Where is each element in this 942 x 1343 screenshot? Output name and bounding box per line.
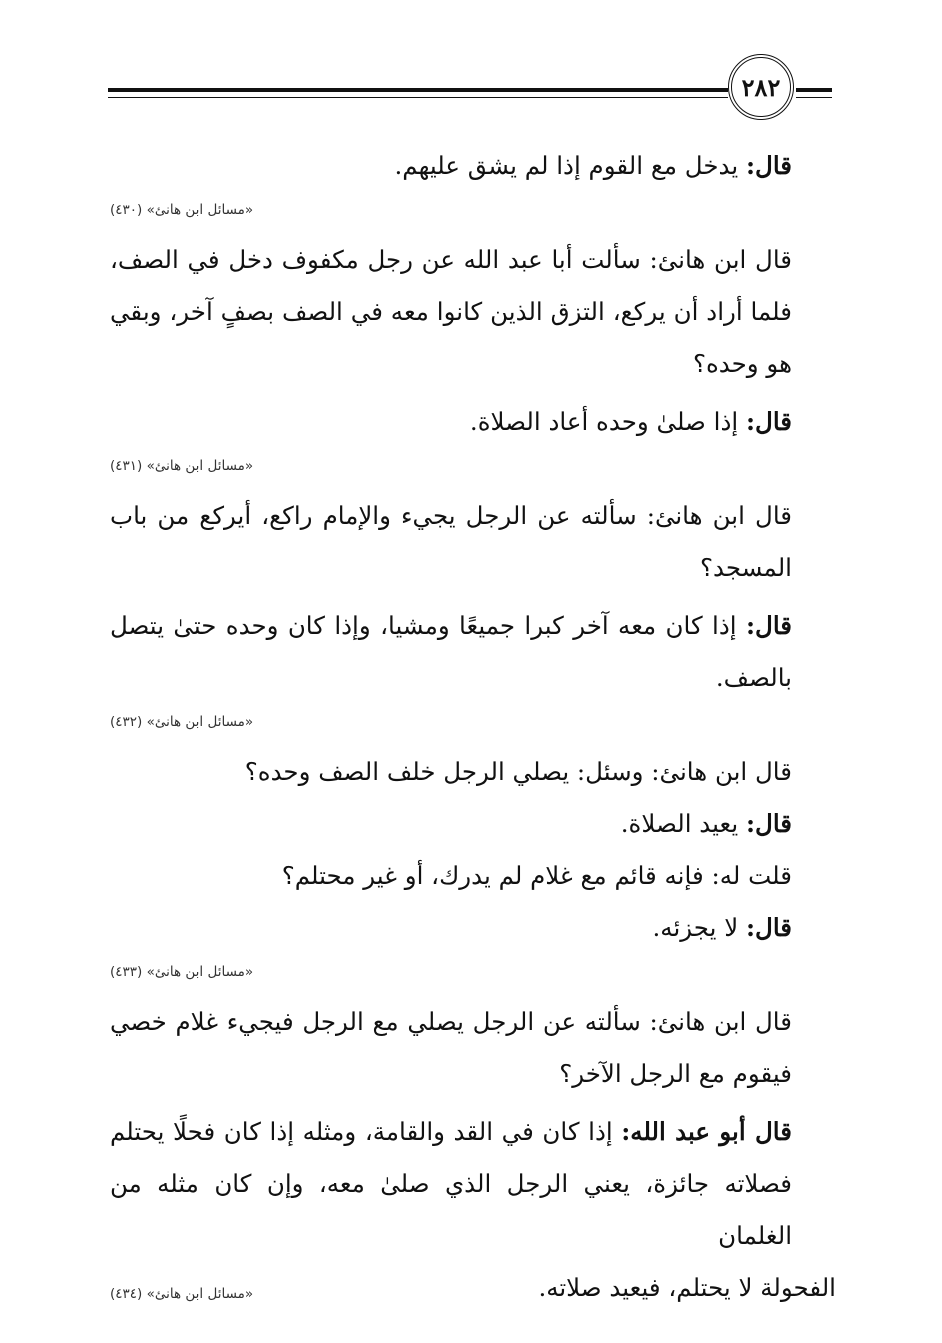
answer-paragraph	[110, 140, 836, 192]
question-paragraph: قال ابن هانئ: وسئل: يصلي الرجل خلف الصف وحده؟	[244, 757, 792, 786]
source-citation: «مسائل ابن هانئ» (٤٣٣)	[110, 964, 254, 980]
source-citation: «مسائل ابن هانئ» (٤٣١)	[110, 458, 254, 474]
source-citation: «مسائل ابن هانئ» (٤٣٤)	[110, 1286, 254, 1302]
header-rule	[796, 97, 832, 98]
page-body	[110, 140, 836, 1314]
source-citation: «مسائل ابن هانئ» (٤٣٢)	[110, 714, 254, 730]
question-paragraph: قال ابن هانئ: سألته عن الرجل يجيء والإمام راكع، أيركع من باب المسجد؟	[110, 501, 792, 582]
speaker-label: قال أبو عبد الله:	[621, 1117, 792, 1146]
header-rule	[108, 88, 728, 92]
question-paragraph: قلت له: فإنه قائم مع غلام لم يدرك، أو غير محتلم؟	[281, 861, 792, 890]
header-rule	[796, 88, 832, 92]
question-paragraph: قال ابن هانئ: سألته عن الرجل يصلي مع الرجل فيجيء غلام خصي فيقوم مع الرجل الآخر؟	[110, 1007, 792, 1088]
answer-paragraph	[110, 902, 836, 954]
answer-paragraph	[110, 798, 836, 850]
page-header	[108, 52, 832, 132]
header-rule	[108, 97, 728, 98]
answer-paragraph	[110, 396, 836, 448]
answer-text: إذا كان في القد والقامة، ومثله إذا كان فحلًا يحتلم فصلاته جائزة، يعني الرجل الذي صلىٰ معه، وإن كان مثله من الغلمان	[110, 1117, 792, 1250]
final-line-text: الفحولة لا يحتلم، فيعيد صلاته.	[538, 1273, 836, 1302]
speaker-label: قال:	[745, 407, 792, 436]
source-citation: «مسائل ابن هانئ» (٤٣٠)	[110, 202, 254, 218]
answer-text: يدخل مع القوم إذا لم يشق عليهم.	[394, 151, 746, 180]
speaker-label: قال:	[745, 913, 792, 942]
final-line	[110, 1262, 836, 1314]
answer-text: يعيد الصلاة.	[620, 809, 746, 838]
answer-text: إذا كان معه آخر كبرا جميعًا ومشيا، وإذا كان وحده حتىٰ يتصل بالصف.	[110, 611, 792, 692]
page-number: ٢٨٢	[728, 54, 794, 120]
answer-text: إذا صلىٰ وحده أعاد الصلاة.	[469, 407, 746, 436]
question-paragraph: قال ابن هانئ: سألت أبا عبد الله عن رجل مكفوف دخل في الصف، فلما أراد أن يركع، التزق الذين كانوا معه في الصف بصفٍ آخر، وبقي هو وحده؟	[110, 245, 792, 378]
answer-paragraph	[110, 1106, 836, 1262]
speaker-label: قال:	[745, 611, 792, 640]
answer-text: لا يجزئه.	[652, 913, 746, 942]
answer-paragraph	[110, 600, 836, 704]
speaker-label: قال:	[745, 809, 792, 838]
speaker-label: قال:	[745, 151, 792, 180]
